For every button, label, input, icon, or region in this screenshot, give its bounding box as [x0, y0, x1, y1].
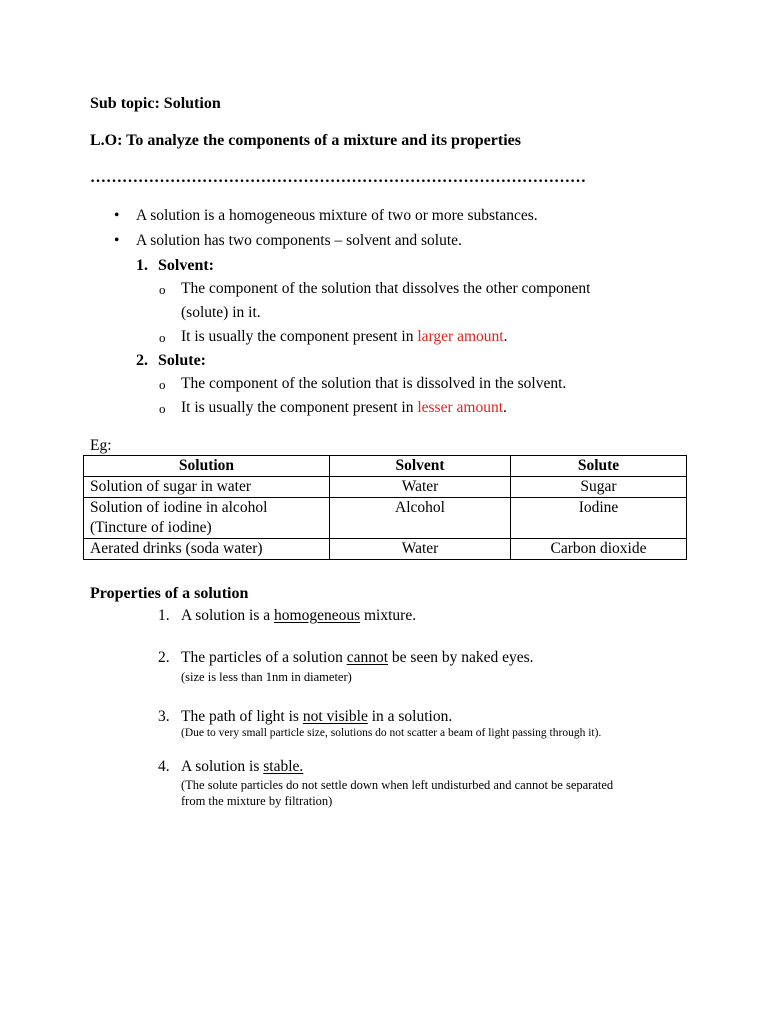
- sub-bullet-glyph: o: [159, 377, 166, 392]
- solvent-period: .: [503, 328, 508, 345]
- subtopic-heading: Sub topic: Solution: [90, 95, 221, 112]
- property-note: (size is less than 1nm in diameter): [181, 670, 352, 684]
- property-text: [181, 757, 303, 777]
- solvent-highlight: larger amount: [417, 328, 504, 345]
- property-text-pre: A solution is: [181, 758, 264, 775]
- solute-point-text: It is usually the component present in: [181, 399, 418, 416]
- property-key-term: not visible: [302, 708, 368, 725]
- examples-table: [83, 455, 687, 560]
- table-cell: Carbon dioxide: [511, 539, 687, 560]
- solvent-point: The component of the solution that dissolves the other component: [181, 280, 591, 297]
- solute-point: [181, 398, 507, 418]
- table-cell: Water: [330, 477, 511, 498]
- bullet-text: A solution is a homogeneous mixture of two or more substances.: [136, 207, 538, 224]
- table-header: Solution: [84, 456, 330, 477]
- solute-heading: Solute:: [158, 352, 206, 369]
- property-text: [181, 606, 416, 626]
- table-cell: Iodine: [511, 498, 687, 539]
- sub-bullet-glyph: o: [159, 401, 166, 416]
- table-row: [84, 539, 687, 560]
- solute-point: The component of the solution that is dissolved in the solvent.: [181, 375, 567, 392]
- property-text-pre: The path of light is: [181, 708, 303, 725]
- table-cell: Water: [330, 539, 511, 560]
- property-number: 1.: [158, 607, 170, 624]
- property-number: 4.: [158, 758, 170, 775]
- solvent-heading: Solvent:: [158, 257, 214, 274]
- property-text-pre: The particles of a solution: [181, 649, 347, 666]
- table-cell: Solution of sugar in water: [84, 477, 330, 498]
- eg-label: Eg:: [90, 437, 112, 454]
- table-row: [84, 477, 687, 498]
- bullet-text: A solution has two components – solvent and solute.: [136, 232, 462, 249]
- solute-number: 2.: [136, 352, 148, 369]
- property-text-pre: A solution is a: [181, 607, 275, 624]
- property-text: [181, 648, 534, 668]
- dotted-divider: …………………………………………………………………………………: [90, 169, 586, 186]
- table-cell: Aerated drinks (soda water): [84, 539, 330, 560]
- solvent-point: [181, 327, 507, 347]
- property-text: [181, 707, 452, 727]
- solute-period: .: [503, 399, 507, 416]
- property-number: 3.: [158, 708, 170, 725]
- learning-objective: L.O: To analyze the components of a mixture and its properties: [90, 132, 521, 149]
- property-note-cont: from the mixture by filtration): [181, 794, 333, 808]
- table-cell: Sugar: [511, 477, 687, 498]
- property-key-term: cannot: [346, 649, 389, 666]
- property-note: (The solute particles do not settle down when left undisturbed and cannot be separated: [181, 778, 614, 792]
- table-cell: [84, 498, 330, 539]
- bullet-glyph: •: [114, 232, 120, 249]
- property-number: 2.: [158, 649, 170, 666]
- sub-bullet-glyph: o: [159, 330, 166, 345]
- sub-bullet-glyph: o: [159, 282, 166, 297]
- property-text-post: mixture.: [360, 607, 417, 624]
- table-header: Solute: [511, 456, 687, 477]
- property-text-post: be seen by naked eyes.: [388, 649, 534, 666]
- solute-highlight: lesser amount: [417, 399, 504, 416]
- table-cell: Alcohol: [330, 498, 511, 539]
- properties-heading: Properties of a solution: [90, 585, 249, 602]
- solvent-number: 1.: [136, 257, 148, 274]
- solvent-point-text: It is usually the component present in: [181, 328, 418, 345]
- table-header: Solvent: [330, 456, 511, 477]
- table-row: [84, 498, 687, 539]
- property-text-post: in a solution.: [367, 708, 453, 725]
- table-cell-line: (Tincture of iodine): [90, 519, 212, 536]
- bullet-glyph: •: [114, 207, 120, 224]
- property-key-term: homogeneous: [274, 607, 361, 624]
- table-header-row: [84, 456, 687, 477]
- property-key-term: stable.: [263, 758, 304, 775]
- table-cell-line: Solution of iodine in alcohol: [90, 499, 268, 516]
- solvent-point-cont: (solute) in it.: [181, 304, 261, 321]
- property-note: (Due to very small particle size, solutions do not scatter a beam of light passing through it).: [181, 727, 602, 739]
